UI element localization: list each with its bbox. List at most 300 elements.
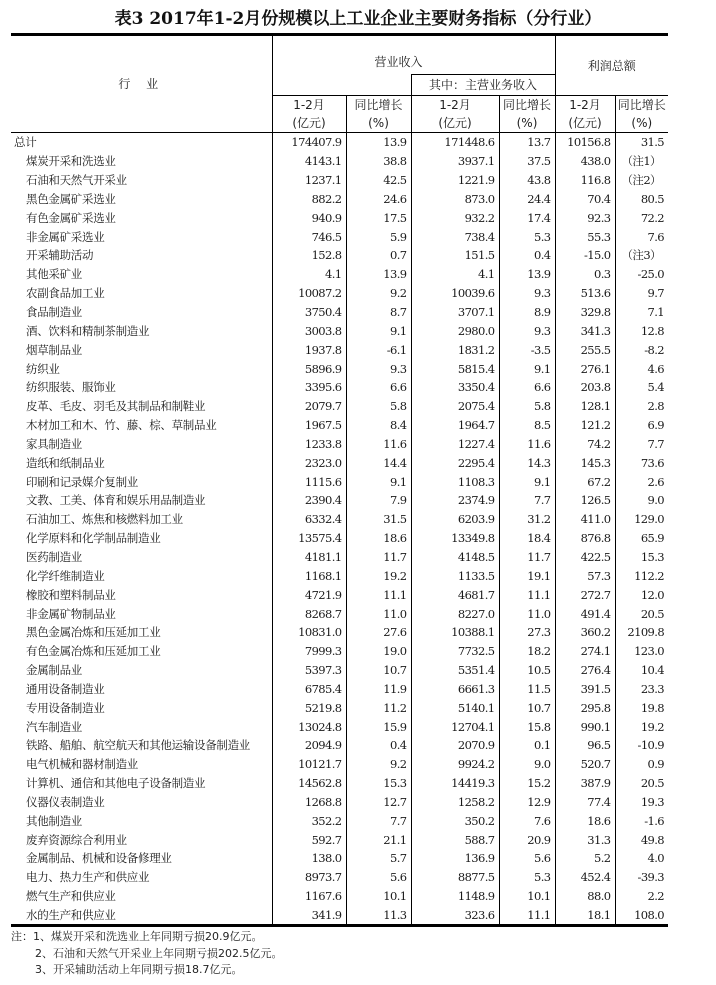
revenue-value: 3395.6 [272,378,346,397]
profit-growth: 2109.8 [615,623,668,642]
revenue-growth: 27.6 [346,623,411,642]
profit-growth: 15.3 [615,548,668,567]
revenue-value: 1237.1 [272,171,346,190]
profit-value: 255.5 [555,340,615,359]
table-row [11,717,668,736]
profit-growth: 23.3 [615,679,668,698]
revenue-value: 3003.8 [272,321,346,340]
main-revenue-growth: 6.6 [499,378,555,397]
industry-name: 橡胶和塑料制品业 [26,587,116,602]
sub-header-main-value: 1-2月 (亿元) [411,96,499,133]
main-revenue-growth: 9.3 [499,321,555,340]
total-row [11,133,668,152]
profit-growth: 12.8 [615,321,668,340]
revenue-value: 138.0 [272,849,346,868]
industry-name: 非金属矿采选业 [26,229,105,244]
profit-growth: 19.3 [615,793,668,812]
table-row [11,868,668,887]
main-revenue-value: 10388.1 [411,623,499,642]
table-row [11,321,668,340]
industry-name: 酒、饮料和精制茶制造业 [26,323,150,338]
main-revenue-growth: 11.0 [499,604,555,623]
profit-value: 18.6 [555,811,615,830]
profit-growth: 2.8 [615,397,668,416]
industry-name: 汽车制造业 [26,719,82,734]
revenue-value: 1233.8 [272,435,346,454]
table-row [11,227,668,246]
revenue-value: 352.2 [272,811,346,830]
main-revenue-value: 12704.1 [411,717,499,736]
main-revenue-growth: 11.1 [499,906,555,926]
table-row [11,208,668,227]
table-row [11,472,668,491]
profit-value: 77.4 [555,793,615,812]
revenue-value: 174407.9 [272,133,346,152]
industry-name: 石油加工、炼焦和核燃料加工业 [26,512,183,527]
main-revenue-growth: 9.1 [499,359,555,378]
main-revenue-value: 350.2 [411,811,499,830]
main-revenue-growth: 10.5 [499,661,555,680]
table-row [11,811,668,830]
main-revenue-growth: 5.6 [499,849,555,868]
revenue-value: 882.2 [272,190,346,209]
industry-name: 化学纤维制造业 [26,568,105,583]
industry-name: 皮革、毛皮、羽毛及其制品和制鞋业 [26,399,206,414]
main-revenue-value: 6203.9 [411,510,499,529]
main-revenue-growth: 8.5 [499,416,555,435]
industry-header: 行 业 [11,35,272,133]
main-revenue-growth: 11.7 [499,548,555,567]
profit-value: 5.2 [555,849,615,868]
revenue-growth: 17.5 [346,208,411,227]
table-row [11,303,668,322]
main-revenue-growth: 20.9 [499,830,555,849]
revenue-value: 4181.1 [272,548,346,567]
industry-name: 纺织服装、服饰业 [26,380,116,395]
main-revenue-growth: 14.3 [499,453,555,472]
revenue-growth: 9.1 [346,321,411,340]
profit-growth: 129.0 [615,510,668,529]
profit-growth: 4.0 [615,849,668,868]
profit-growth: 0.9 [615,755,668,774]
profit-growth: 65.9 [615,529,668,548]
revenue-value: 1115.6 [272,472,346,491]
industry-name: 文教、工美、体育和娱乐用品制造业 [26,493,206,508]
revenue-value: 7999.3 [272,642,346,661]
revenue-value: 3750.4 [272,303,346,322]
main-revenue-value: 2075.4 [411,397,499,416]
industry-name: 印刷和记录媒介复制业 [26,474,138,489]
profit-growth: 9.7 [615,284,668,303]
profit-value: 96.5 [555,736,615,755]
main-revenue-value: 13349.8 [411,529,499,548]
industry-name: 废弃资源综合利用业 [26,832,127,847]
revenue-growth: 19.0 [346,642,411,661]
industry-name: 纺织业 [26,361,60,376]
table-row [11,378,668,397]
industry-name: 通用设备制造业 [26,681,105,696]
table-body [11,133,668,926]
profit-growth: （注2） [615,171,668,190]
table-row [11,887,668,906]
main-revenue-growth: 9.1 [499,472,555,491]
revenue-growth: 15.9 [346,717,411,736]
profit-value: 295.8 [555,698,615,717]
profit-value: 276.4 [555,661,615,680]
profit-growth: -8.2 [615,340,668,359]
industry-name: 黑色金属矿采选业 [26,191,116,206]
profit-value: -15.0 [555,246,615,265]
table-row [11,774,668,793]
sub-header-revenue-value: 1-2月 (亿元) [272,96,346,133]
industry-name: 农副食品加工业 [26,286,105,301]
table-row [11,661,668,680]
profit-growth: 2.6 [615,472,668,491]
revenue-growth: 31.5 [346,510,411,529]
main-revenue-value: 171448.6 [411,133,499,152]
sub-header-profit-growth: 同比增长 (%) [615,96,668,133]
profit-value: 128.1 [555,397,615,416]
profit-value: 274.1 [555,642,615,661]
main-revenue-growth: 19.1 [499,566,555,585]
sub-header-main-growth: 同比增长 (%) [499,96,555,133]
profit-growth: 2.2 [615,887,668,906]
main-revenue-growth: -3.5 [499,340,555,359]
table-row [11,491,668,510]
industry-name: 电力、热力生产和供应业 [26,870,150,885]
main-revenue-growth: 11.6 [499,435,555,454]
main-revenue-value: 2374.9 [411,491,499,510]
main-revenue-value: 9924.2 [411,755,499,774]
profit-value: 329.8 [555,303,615,322]
table-row [11,566,668,585]
profit-growth: 4.6 [615,359,668,378]
main-revenue-growth: 8.9 [499,303,555,322]
main-revenue-value: 873.0 [411,190,499,209]
main-revenue-growth: 12.9 [499,793,555,812]
main-revenue-growth: 7.6 [499,811,555,830]
profit-growth: 123.0 [615,642,668,661]
industry-name: 医药制造业 [26,549,82,564]
revenue-value: 592.7 [272,830,346,849]
main-revenue-growth: 15.2 [499,774,555,793]
industry-name: 烟草制品业 [26,342,82,357]
profit-value: 422.5 [555,548,615,567]
main-revenue-growth: 13.9 [499,265,555,284]
main-revenue-growth: 37.5 [499,152,555,171]
profit-value: 513.6 [555,284,615,303]
industry-name: 其他采矿业 [26,267,82,282]
profit-growth: 7.6 [615,227,668,246]
industry-name: 开采辅助活动 [26,248,94,263]
table-row [11,604,668,623]
revenue-growth: 11.9 [346,679,411,698]
table-row [11,548,668,567]
main-revenue-value: 2980.0 [411,321,499,340]
industry-name: 有色金属冶炼和压延加工业 [26,644,161,659]
main-revenue-growth: 5.3 [499,227,555,246]
industry-name: 专用设备制造业 [26,700,105,715]
table-row [11,265,668,284]
revenue-growth: 11.1 [346,585,411,604]
profit-value: 360.2 [555,623,615,642]
profit-growth: 19.2 [615,717,668,736]
profit-growth: 20.5 [615,774,668,793]
revenue-value: 10831.0 [272,623,346,642]
footnote-3: 3、开采辅助活动上年同期亏损18.7亿元。 [35,963,243,976]
revenue-growth: 14.4 [346,453,411,472]
profit-value: 92.3 [555,208,615,227]
main-revenue-value: 3937.1 [411,152,499,171]
profit-value: 55.3 [555,227,615,246]
main-revenue-value: 1964.7 [411,416,499,435]
revenue-value: 1967.5 [272,416,346,435]
main-revenue-value: 3350.4 [411,378,499,397]
revenue-value: 6332.4 [272,510,346,529]
revenue-value: 1167.6 [272,887,346,906]
main-revenue-value: 932.2 [411,208,499,227]
main-revenue-growth: 9.0 [499,755,555,774]
table-row [11,453,668,472]
table-row [11,698,668,717]
revenue-value: 8268.7 [272,604,346,623]
table-row [11,397,668,416]
profit-value: 88.0 [555,887,615,906]
profit-growth: 7.7 [615,435,668,454]
revenue-value: 13575.4 [272,529,346,548]
industry-name: 家具制造业 [26,436,82,451]
main-revenue-value: 8227.0 [411,604,499,623]
revenue-header-spacer [272,75,411,96]
profit-value: 990.1 [555,717,615,736]
main-revenue-value: 1258.2 [411,793,499,812]
table-row [11,793,668,812]
revenue-value: 13024.8 [272,717,346,736]
profit-header: 利润总额 [555,35,668,96]
revenue-growth: 11.6 [346,435,411,454]
industry-name: 水的生产和供应业 [11,906,272,926]
revenue-value: 6785.4 [272,679,346,698]
revenue-growth: 8.7 [346,303,411,322]
revenue-growth: 42.5 [346,171,411,190]
main-revenue-value: 1148.9 [411,887,499,906]
revenue-growth: 0.4 [346,736,411,755]
industry-name: 有色金属矿采选业 [26,210,116,225]
table-row [11,435,668,454]
footnote-1: 注：1、煤炭开采和洗选业上年同期亏损20.9亿元。 [11,930,263,943]
revenue-growth: 9.3 [346,359,411,378]
industry-name: 金属制品、机械和设备修理业 [26,851,172,866]
revenue-value: 746.5 [272,227,346,246]
industry-name: 电气机械和器材制造业 [26,757,138,772]
table-row [11,416,668,435]
table-row [11,529,668,548]
profit-value: 387.9 [555,774,615,793]
main-revenue-value: 4681.7 [411,585,499,604]
main-revenue-value: 4148.5 [411,548,499,567]
main-revenue-growth: 10.1 [499,887,555,906]
profit-growth: 6.9 [615,416,668,435]
revenue-value: 10121.7 [272,755,346,774]
profit-value: 18.1 [555,906,615,926]
profit-value: 31.3 [555,830,615,849]
profit-value: 121.2 [555,416,615,435]
profit-value: 411.0 [555,510,615,529]
revenue-value: 14562.8 [272,774,346,793]
main-revenue-value: 4.1 [411,265,499,284]
main-revenue-value: 7732.5 [411,642,499,661]
profit-growth: 5.4 [615,378,668,397]
revenue-growth: 13.9 [346,133,411,152]
table-row [11,190,668,209]
profit-growth: 49.8 [615,830,668,849]
main-revenue-value: 10039.6 [411,284,499,303]
revenue-value: 4.1 [272,265,346,284]
revenue-growth: 9.1 [346,472,411,491]
main-revenue-value: 151.5 [411,246,499,265]
revenue-value: 940.9 [272,208,346,227]
profit-value: 452.4 [555,868,615,887]
industry-name: 非金属矿物制品业 [26,606,116,621]
profit-value: 203.8 [555,378,615,397]
industry-name: 铁路、船舶、航空航天和其他运输设备制造业 [26,738,250,753]
main-revenue-value: 5140.1 [411,698,499,717]
industry-name: 总计 [11,133,272,152]
main-revenue-value: 1108.3 [411,472,499,491]
main-revenue-growth: 15.8 [499,717,555,736]
revenue-growth: 9.2 [346,755,411,774]
revenue-growth: 7.7 [346,811,411,830]
table-row [11,340,668,359]
revenue-growth: 6.6 [346,378,411,397]
main-revenue-growth: 5.3 [499,868,555,887]
profit-value: 67.2 [555,472,615,491]
profit-growth: （注3） [615,246,668,265]
table-row [11,849,668,868]
main-revenue-value: 323.6 [411,906,499,926]
profit-growth: 31.5 [615,133,668,152]
revenue-value: 5896.9 [272,359,346,378]
industry-name: 木材加工和木、竹、藤、棕、草制品业 [26,418,217,433]
industry-name: 食品制造业 [26,305,82,320]
profit-value: 491.4 [555,604,615,623]
profit-value: 70.4 [555,190,615,209]
revenue-growth: 13.9 [346,265,411,284]
table-row [11,359,668,378]
main-revenue-value: 1221.9 [411,171,499,190]
table-row [11,284,668,303]
main-revenue-value: 8877.5 [411,868,499,887]
profit-value: 0.3 [555,265,615,284]
footnotes [11,929,283,979]
main-revenue-growth: 18.4 [499,529,555,548]
table-row [11,830,668,849]
profit-growth: 12.0 [615,585,668,604]
revenue-value: 1937.8 [272,340,346,359]
industry-name: 煤炭开采和洗选业 [26,154,116,169]
revenue-growth: 8.4 [346,416,411,435]
profit-value: 876.8 [555,529,615,548]
industry-name: 造纸和纸制品业 [26,455,105,470]
revenue-growth: 5.7 [346,849,411,868]
revenue-growth: 0.7 [346,246,411,265]
profit-value: 341.3 [555,321,615,340]
revenue-growth: 5.6 [346,868,411,887]
industry-name: 其他制造业 [26,813,82,828]
profit-growth: 19.8 [615,698,668,717]
profit-value: 276.1 [555,359,615,378]
revenue-growth: 12.7 [346,793,411,812]
table-row [11,623,668,642]
main-revenue-growth: 0.4 [499,246,555,265]
revenue-value: 341.9 [272,906,346,926]
revenue-value: 2094.9 [272,736,346,755]
main-revenue-growth: 0.1 [499,736,555,755]
revenue-growth: 18.6 [346,529,411,548]
profit-value: 391.5 [555,679,615,698]
profit-growth: 73.6 [615,453,668,472]
industry-name: 化学原料和化学制品制造业 [26,531,161,546]
main-revenue-value: 2295.4 [411,453,499,472]
table-row [11,642,668,661]
profit-value: 126.5 [555,491,615,510]
profit-value: 10156.8 [555,133,615,152]
revenue-growth: 11.3 [346,906,411,926]
revenue-header: 营业收入 [272,35,555,75]
revenue-value: 10087.2 [272,284,346,303]
table-row [11,171,668,190]
main-revenue-value: 1831.2 [411,340,499,359]
profit-value: 116.8 [555,171,615,190]
main-revenue-growth: 18.2 [499,642,555,661]
main-revenue-growth: 31.2 [499,510,555,529]
revenue-growth: 7.9 [346,491,411,510]
profit-value: 74.2 [555,435,615,454]
revenue-growth: 19.2 [346,566,411,585]
profit-growth: 112.2 [615,566,668,585]
main-revenue-value: 136.9 [411,849,499,868]
main-revenue-value: 2070.9 [411,736,499,755]
main-revenue-growth: 43.8 [499,171,555,190]
revenue-value: 2079.7 [272,397,346,416]
main-revenue-growth: 11.1 [499,585,555,604]
revenue-value: 8973.7 [272,868,346,887]
main-revenue-value: 14419.3 [411,774,499,793]
revenue-value: 152.8 [272,246,346,265]
profit-growth: -10.9 [615,736,668,755]
profit-growth: 20.5 [615,604,668,623]
profit-growth: 72.2 [615,208,668,227]
table-row [11,906,668,926]
profit-growth: 108.0 [615,906,668,926]
revenue-growth: 10.1 [346,887,411,906]
main-revenue-growth: 27.3 [499,623,555,642]
profit-value: 438.0 [555,152,615,171]
table-row [11,246,668,265]
main-revenue-value: 5351.4 [411,661,499,680]
profit-value: 520.7 [555,755,615,774]
table-row [11,755,668,774]
profit-growth: 7.1 [615,303,668,322]
main-revenue-value: 738.4 [411,227,499,246]
revenue-growth: 10.7 [346,661,411,680]
revenue-growth: 38.8 [346,152,411,171]
industry-name: 仪器仪表制造业 [26,794,105,809]
main-revenue-growth: 7.7 [499,491,555,510]
table-title: 表3 2017年1-2月份规模以上工业企业主要财务指标（分行业） [114,9,602,29]
main-revenue-growth: 10.7 [499,698,555,717]
profit-value: 57.3 [555,566,615,585]
